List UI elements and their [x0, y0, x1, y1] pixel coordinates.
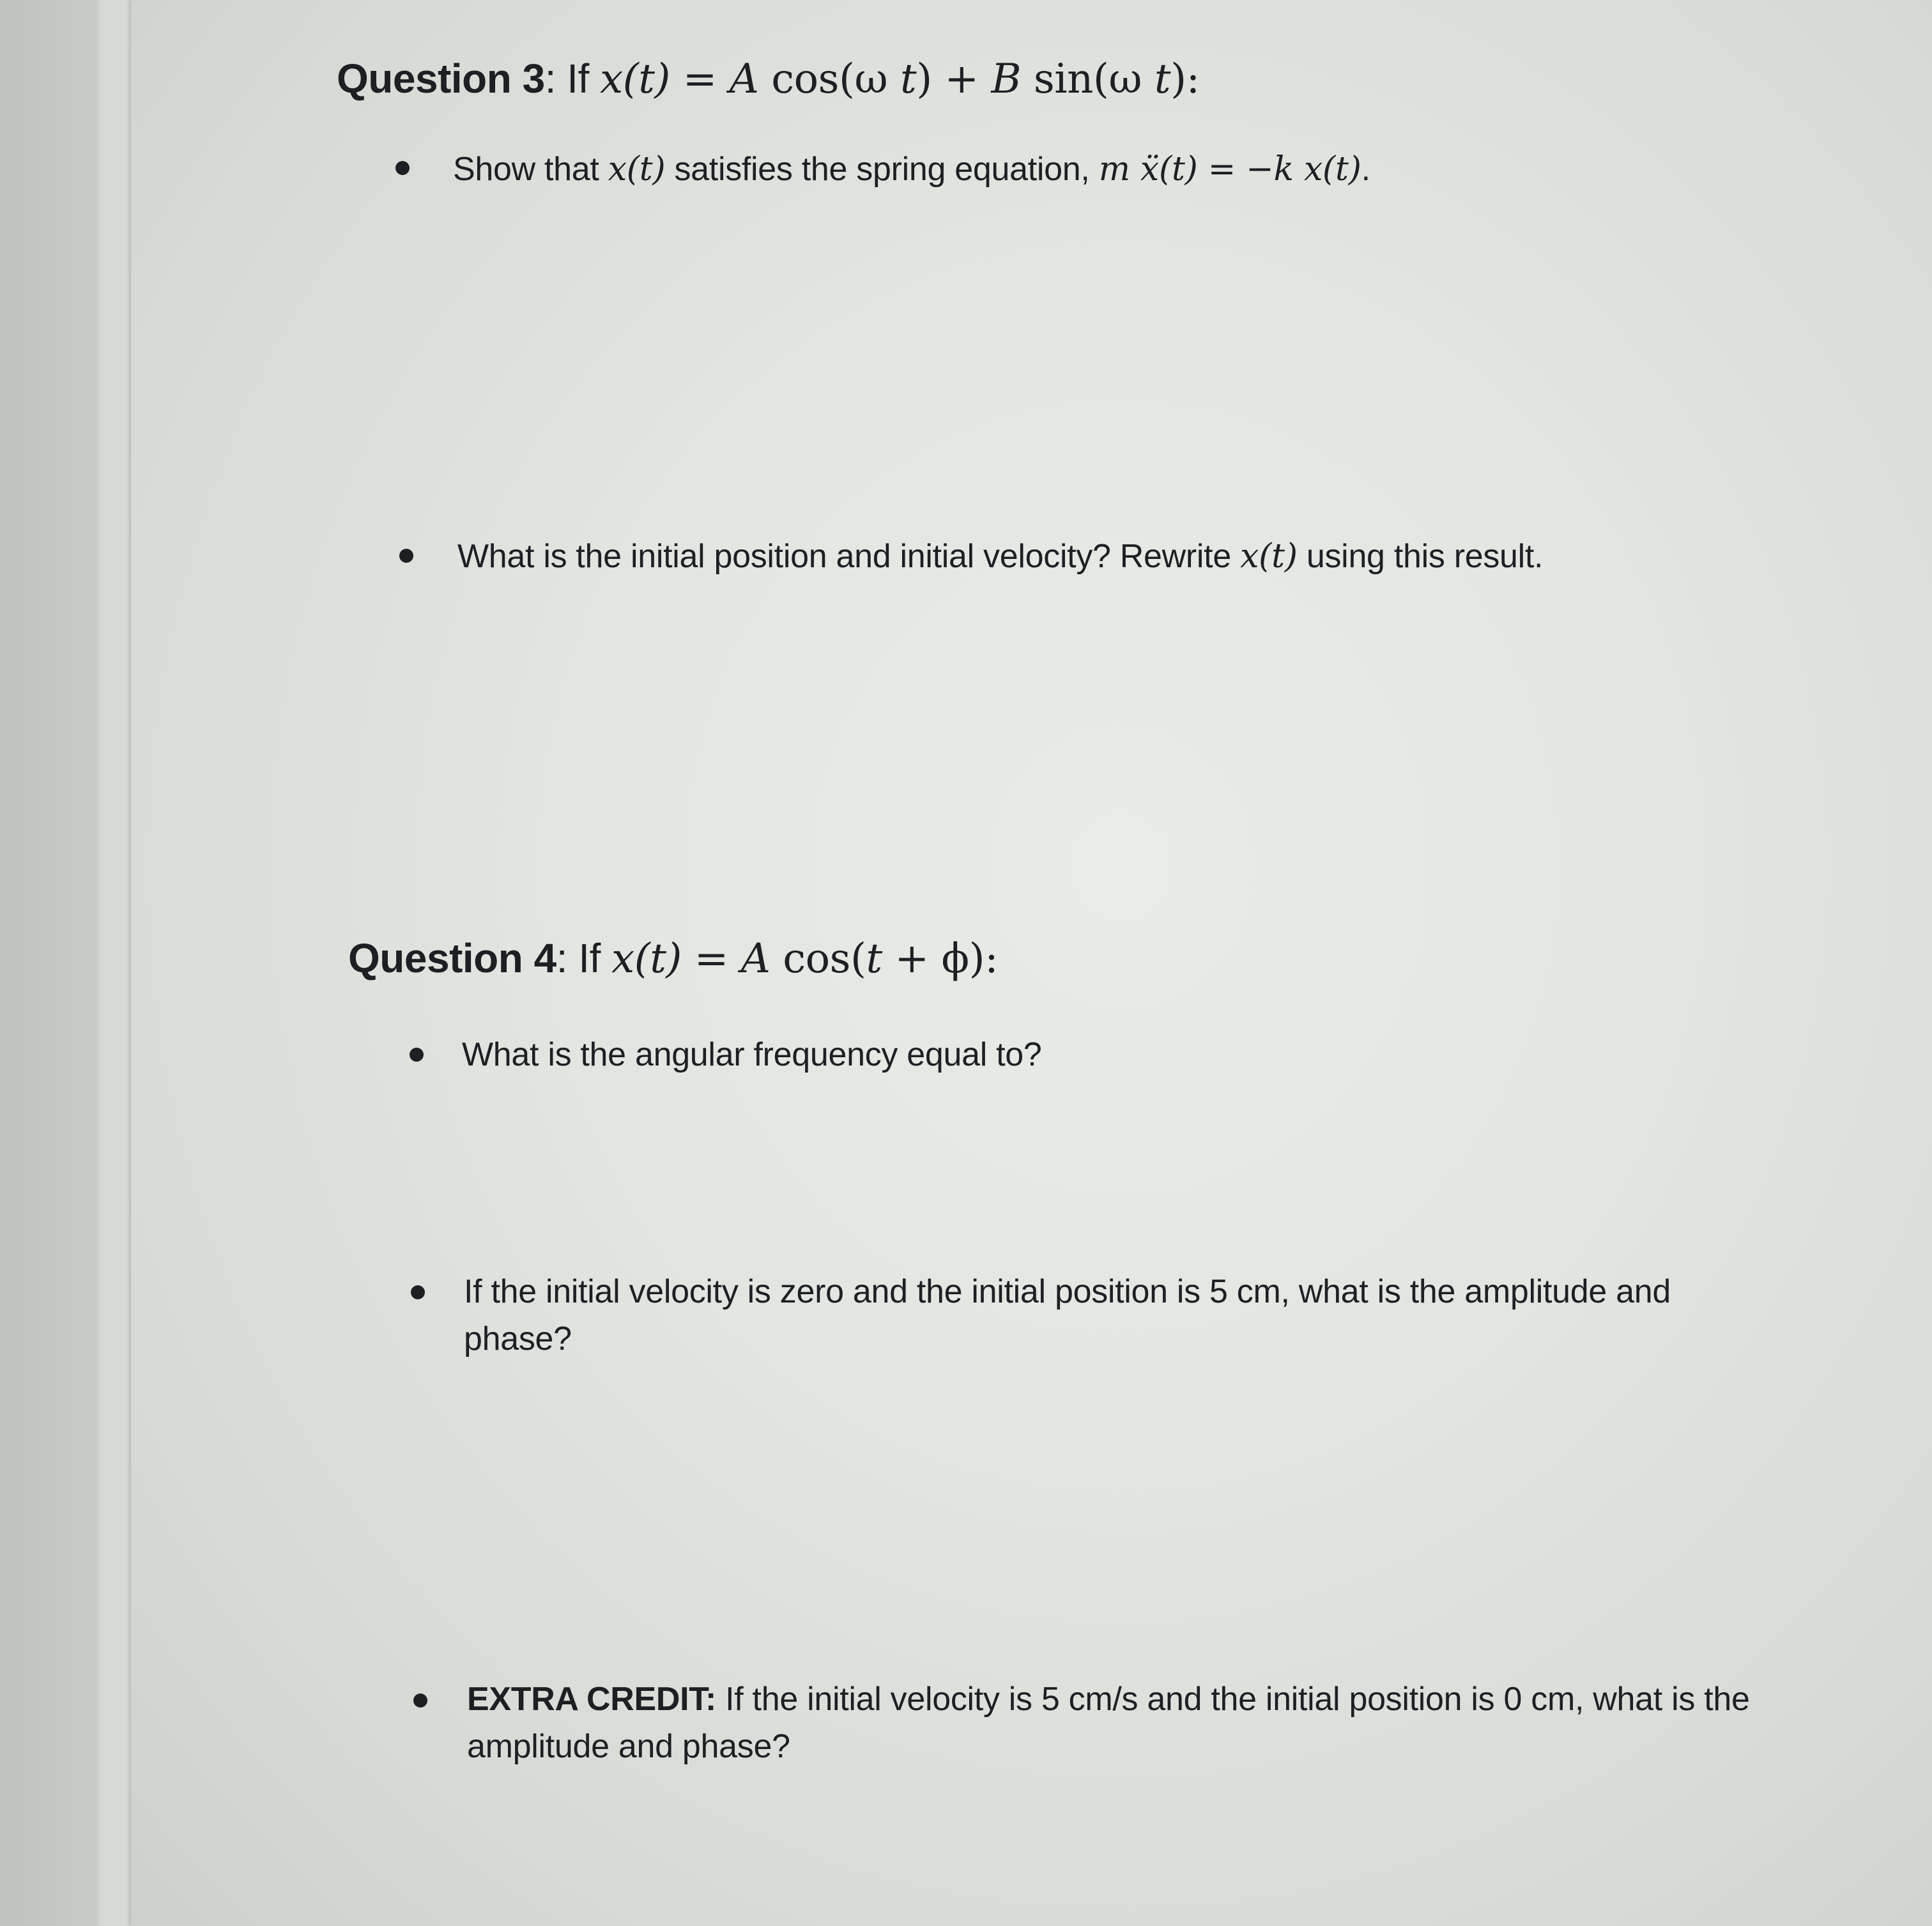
question-4-label: Question 4: [348, 935, 556, 981]
q4-item2-line1: If the initial velocity is zero and the initial position is 5 cm, what is the amplitude and: [464, 1273, 1671, 1310]
q4-item3-line2: amplitude and phase?: [467, 1728, 790, 1765]
eq3-coef-a: A: [729, 56, 759, 103]
question-3-item-1: [453, 146, 1370, 193]
bullet-icon: [395, 161, 410, 175]
q4-item2-line2: phase?: [464, 1320, 572, 1357]
eq3-lhs: x(t): [600, 56, 670, 103]
q3-item2-prefix: What is the initial position and initial velocity? Rewrite: [457, 538, 1241, 575]
bullet-icon: [413, 1693, 427, 1708]
eq4-cos: cos(: [770, 935, 866, 982]
question-4-intro: : If: [556, 935, 612, 981]
bullet-icon: [399, 549, 413, 563]
eq4-equals: =: [681, 935, 741, 982]
question-4-item-1: [462, 1031, 1042, 1078]
eq3-close2: ):: [1170, 56, 1200, 103]
q4-item3-line1-text: If the initial velocity is 5 cm/s and the initial position is 0 cm, what is the: [716, 1681, 1750, 1718]
q4-item3-line1: [467, 1676, 1905, 1723]
eq3-t1: t: [887, 56, 917, 103]
bullet-icon: [411, 1285, 425, 1299]
question-3-intro: : If: [544, 56, 601, 102]
eq3-coef-b: B: [991, 56, 1021, 103]
q3-item2-suffix: using this result.: [1297, 538, 1544, 575]
q4-item1-text: What is the angular frequency equal to?: [462, 1036, 1042, 1073]
q3-item1-prefix: Show that: [453, 151, 608, 188]
question-4-item-2: [464, 1268, 1901, 1363]
q3-item1-suffix: .: [1361, 151, 1370, 188]
eq4-coef-a: A: [740, 935, 770, 982]
question-3-equation: [600, 56, 1200, 103]
eq4-phase: + ϕ):: [882, 935, 999, 982]
bullet-icon: [410, 1048, 424, 1062]
eq3-t2: t: [1142, 56, 1171, 103]
eq3-close1: ): [916, 56, 932, 103]
q3-item1-math-x: x(t): [608, 150, 666, 188]
q3-item1-spring-equation: m ẍ(t) = −k x(t): [1098, 150, 1361, 188]
q3-item1-middle: satisfies the spring equation,: [665, 151, 1099, 188]
eq3-plus: +: [931, 56, 992, 103]
eq3-sin: sin(ω: [1021, 56, 1142, 103]
question-4-extra-credit: [467, 1676, 1905, 1770]
eq4-t: t: [866, 935, 882, 982]
eq3-cos: cos(ω: [758, 56, 888, 103]
question-4-equation: [611, 935, 998, 982]
question-4-heading: [348, 935, 998, 982]
eq3-equals: =: [670, 56, 730, 103]
extra-credit-label: EXTRA CREDIT:: [467, 1681, 716, 1718]
question-3-label: Question 3: [337, 56, 545, 102]
eq4-lhs: x(t): [611, 935, 682, 982]
q3-item2-math-x: x(t): [1240, 537, 1298, 576]
question-3-heading: [337, 55, 1200, 103]
question-3-item-2: [457, 533, 1543, 580]
